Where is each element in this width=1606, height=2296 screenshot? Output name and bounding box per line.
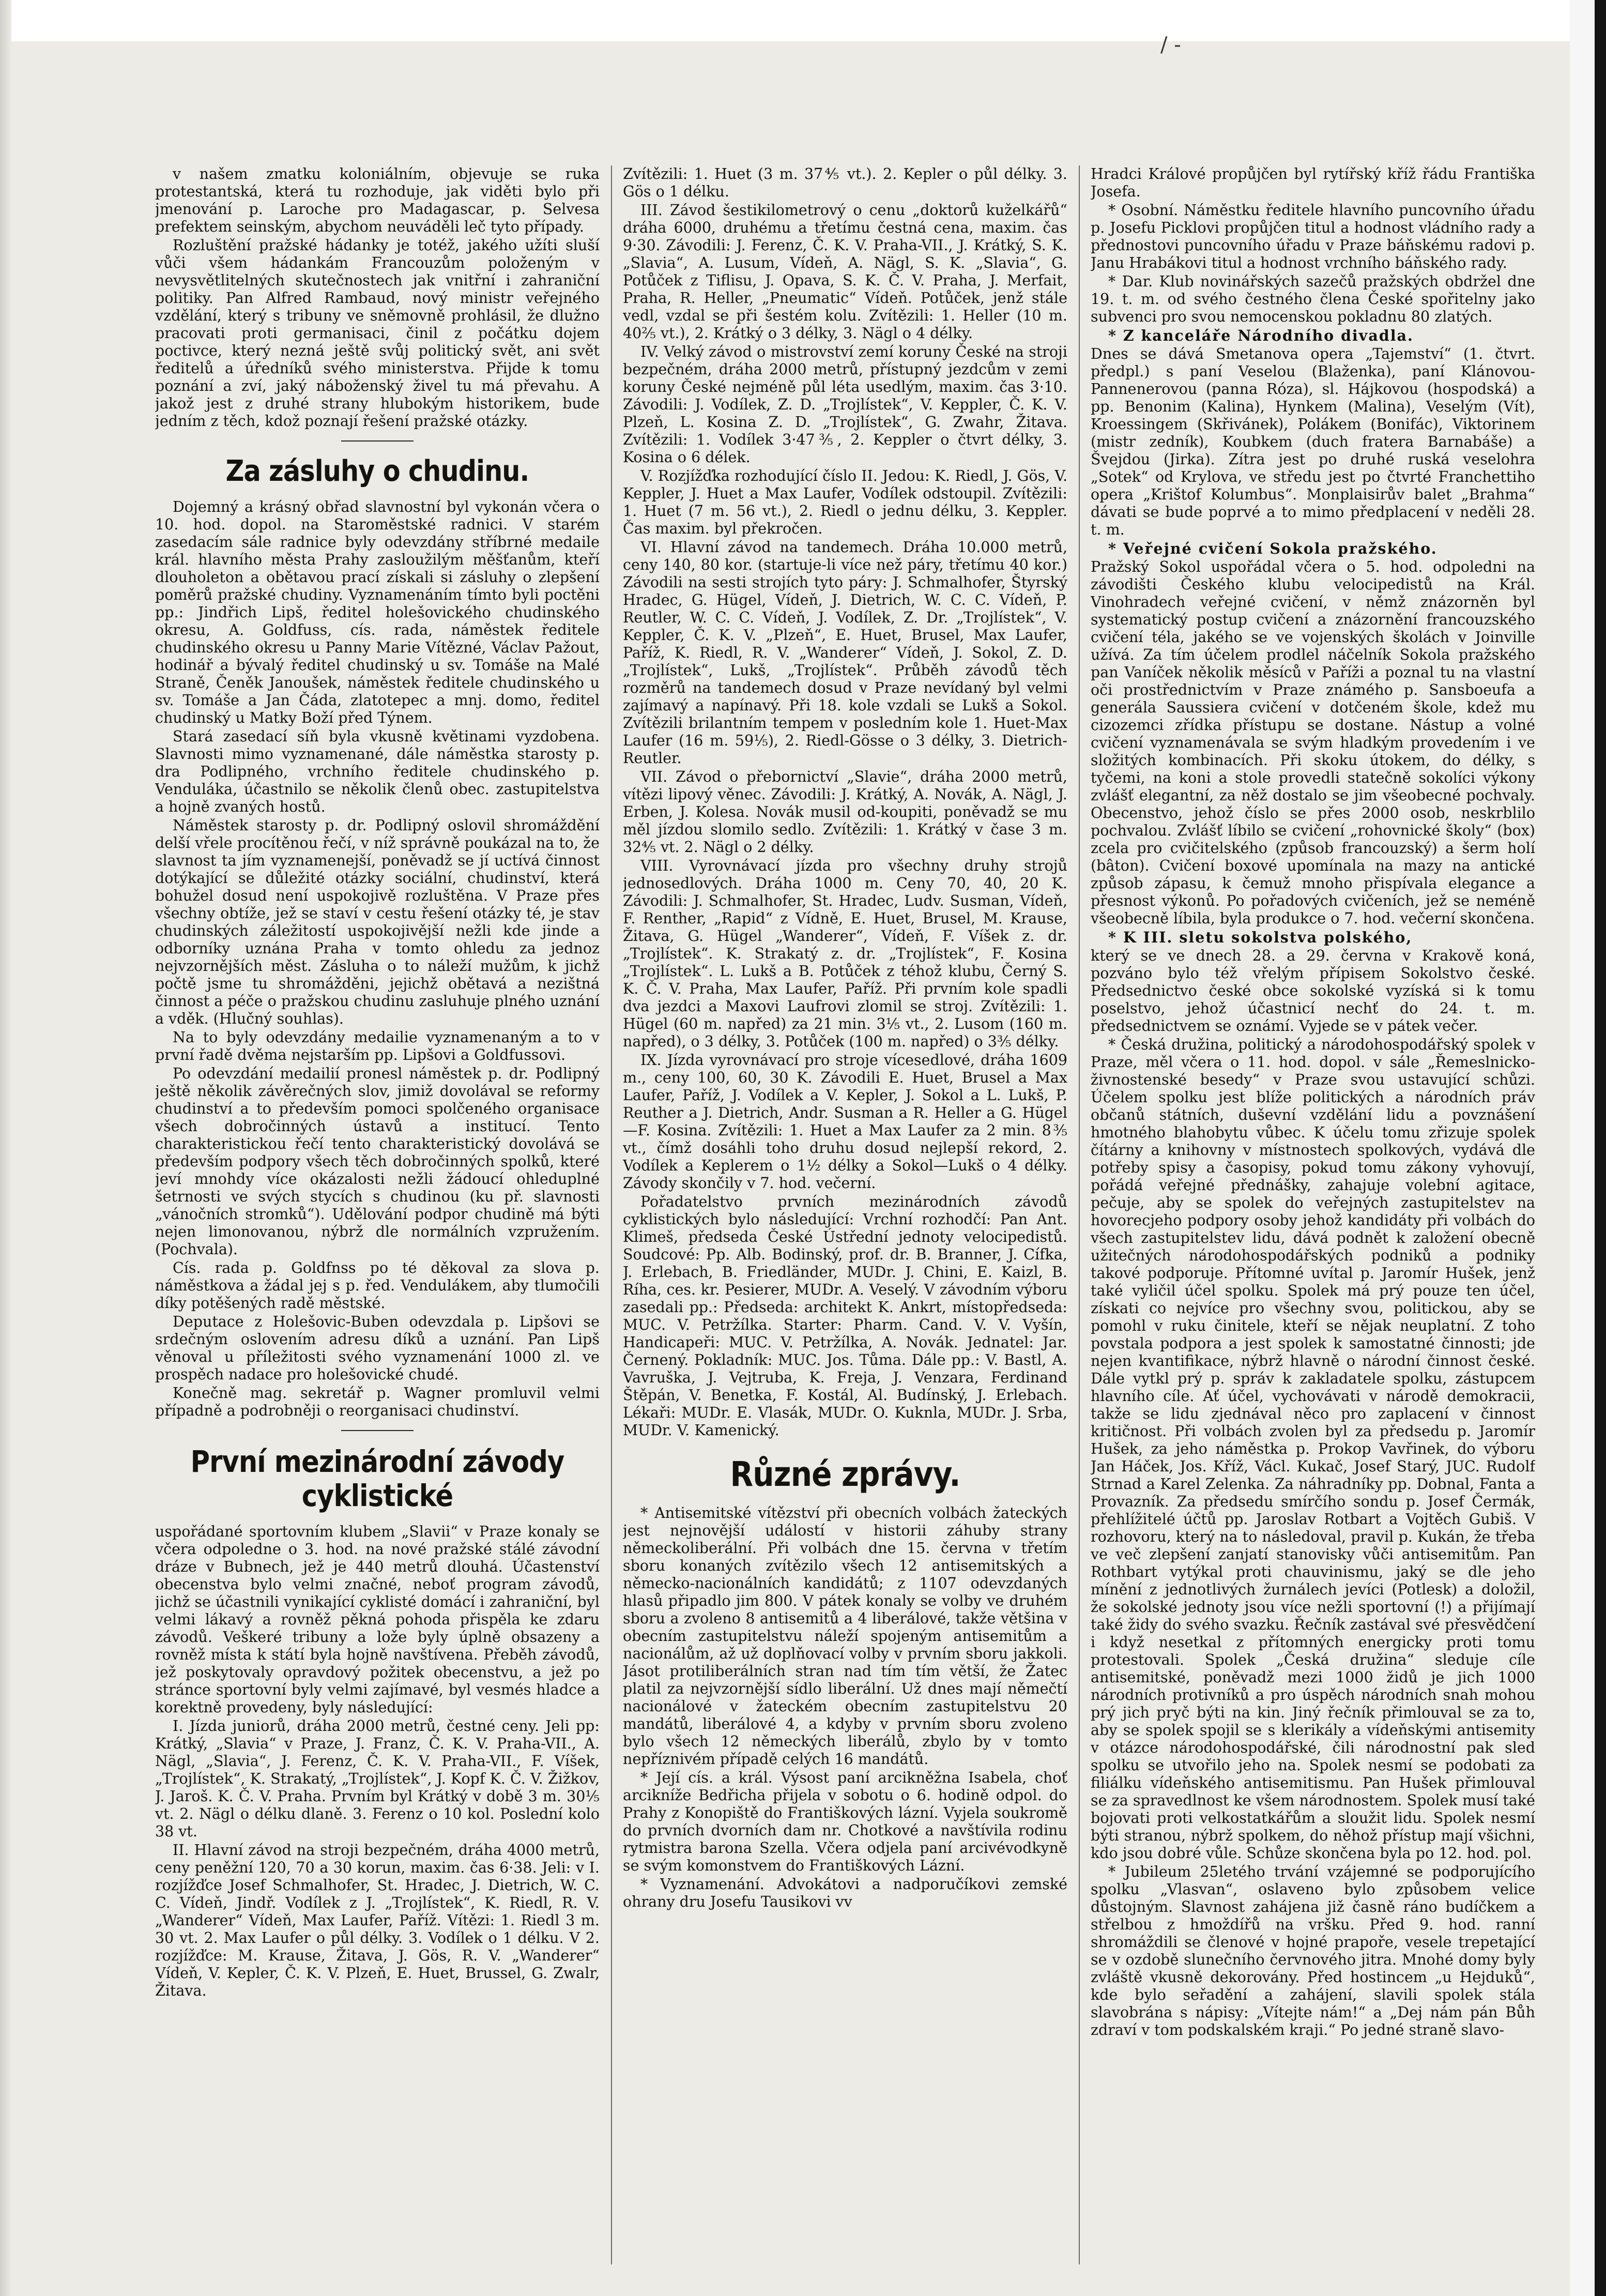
paragraph: * Dar. Klub novinářských sazečů pražských obdržel dne 19. t. m. od svého čestného člena České spořitelny jako subvenci pro svou nemocenskou pokladnu 80 zlatých.: [1091, 273, 1535, 325]
paragraph: VI. Hlavní závod na tandemech. Dráha 10.000 metrů, ceny 140, 80 kor. (startuje-li více než páry, třetímu 40 kor.) Závodili na sesti strojích tyto páry: J. Schmalhofer, Štyrský Hradec, G. Hügel, Vídeň, J. Dietrich, W. C. C. Vídeň, P. Reutler, W. C. C. Vídeň, J. Vodílek, Z. Dr. „Trojlístek“, V. Keppler, Č. K. V. „Plzeň“, E. Huet, Brusel, Max Laufer, Paříž, K. Riedl, R. V. „Wanderer“ Vídeň, J. Sokol, Z. D. „Trojlístek“, Lukš, „Trojlístek“. Průběh závodů těch rozměrů na tandemech dosud v Praze nevídaný byl velmi zajímavý a napínavý. Při 18. kole vzdali se Lukš a Sokol. Zvítězili brilantním tempem v posledním kole 1. Huet-Max Laufer (16 m. 59⅕), 2. Riedl-Gösse o 3 délky, 3. Dietrich-Reutler.: [623, 539, 1067, 767]
paragraph: IV. Velký závod o mistrovství zemí koruny České na stroji bezpečném, dráha 2000 metrů, přístupný jezdcům v zemi koruny České nejméně půl léta usedlým, maxim. čas 3·10. Závodili: J. Vodílek, Z. D. „Trojlístek“, V. Keppler, Č. K. V. Plzeň, L. Kosina Z. D. „Trojlístek“, G. Zwahr, Žitava. Zvítězili: 1. Vodílek 3·47⅗, 2. Keppler o čtvrt délky, 3. Kosina o 6 délek.: [623, 343, 1067, 466]
paragraph: Dojemný a krásný obřad slavnostní byl vykonán včera o 10. hod. dopol. na Staroměstské radnici. V starém zasedacím sále radnice byly odevzdány stříbrné medaile král. hlavního města Prahy zasloužilým měšťanům, kteří dlouholeton a obětavou prací získali si zásluhy o zlepšení poměrů pražské chudiny. Vyznamenáním tímto byli poctěni pp.: Jindřich Lipš, ředitel holešovického chudinského okresu, A. Goldfuss, cís. rada, náměstek ředitele chudinského okresu u Panny Marie Vítězné, Václav Pažout, hodinář a bývalý ředitel chudinský u sv. Tomáše na Malé Straně, Čeněk Janoušek, náměstek ředitele chudinského u sv. Tomáše a Jan Čáda, zlatotepec a mnj. domo, ředitel chudinský u Matky Boží před Týnem.: [155, 498, 600, 726]
paragraph: Pořadatelstvo prvních mezinárodních závodů cyklistických bylo následující: Vrchní rozhodčí: Pan Ant. Klimeš, předseda České Ústřední jednoty velocipedistů. Soudcové: Pp. Alb. Bodinský, prof. dr. B. Branner, J. Cífka, J. Erlebach, B. Friedländer, MUDr. J. Chini, E. Kaizl, B. Ríha, ces. kr. Pesierer, MUDr. A. Veselý. V závodním výboru zasedali pp.: Předseda: architekt K. Ankrt, místopředseda: MUC. V. Petržílka. Starter: Pharm. Cand. V. V. Vyšín, Handicapeři: MUC. V. Petržílka, A. Novák. Jednatel: Jar. Černený. Pokladník: MUC. Jos. Tůma. Dále pp.: V. Bastl, A. Vavruška, J. Vejtruba, K. Freja, J. Venzara, Ferdinand Štěpán, V. Benetka, F. Kostál, Al. Budínský, J. Erlebach. Lékaři: MUDr. E. Vlasák, MUDr. O. Kuknla, MUDr. J. Srba, MUDr. V. Kamenický.: [623, 1193, 1067, 1439]
article-cyklisticke-zavody: [155, 1523, 600, 2000]
article-chudina: [155, 498, 600, 1420]
column-left: [155, 165, 600, 2264]
paragraph: Cís. rada p. Goldfnss po té děkoval za slova p. náměstkova a žádal jej s p. řed. Vendulákem, aby tlumočili díky potěšených radě městské.: [155, 1259, 600, 1312]
paragraph: Hradci Králové propůjčen byl rytířský kříž řádu Františka Josefa.: [1091, 165, 1535, 200]
scan-margin-right: [1570, 0, 1595, 2296]
paragraph: Náměstek starosty p. dr. Podlipný oslovil shromáždění delší vřele procítěnou řečí, v níž správně poukázal na to, že slavnost ta jím vyznamenejší, poněvadž se jí uctívá činnost dotýkající se důležité otázky sociální, chudinství, která bohužel dosud není uspokojivě rozluštěna. V Praze přes všechny obtíže, jež se staví v cestu řešení otázky té, je stav chudinských záležitostí uspokojivější nežli kde jinde a odborníky uznána Praha v tomto ohledu za jednoz nejvzornějších měst. Zásluha o to náleží mužům, k jichž počtě jsme tu shromážděni, jejichž obětavá a nezištná činnost a péče o pražskou chudinu zasluhuje plného uznání a vděk. (Hlučný souhlas).: [155, 817, 600, 1027]
column-middle: [623, 165, 1067, 2264]
paragraph: * Osobní. Náměstku ředitele hlavního puncovního úřadu p. Josefu Picklovi propůjčen titul a hodnost vládního rady a přednostovi puncovního úřadu v Praze báňskému radovi p. Janu Hrabákovi titul a hodnost vrchního báňského rady.: [1091, 202, 1535, 271]
paragraph: Na to byly odevzdány medailie vyznamenaným a to v první řadě dvěma nejstarším pp. Lipšovi a Goldfussovi.: [155, 1029, 600, 1063]
section-heading-narodni-divadlo: * Z kanceláře Národního divadla.: [1108, 327, 1414, 344]
paragraph: VII. Závod o přebornictví „Slavie“, dráha 2000 metrů, vítězi lipový věnec. Závodili: J. Krátký, A. Novák, A. Nägl, J. Erben, J. Kolesa. Novák musil od-koupiti, poněvadž se mu měl jízdou slomilo sedlo. Zvítězili: 1. Krátký v čase 3 m. 32⅘ vt. 2. Nägl o 2 délky.: [623, 768, 1067, 856]
paragraph: uspořádané sportovním klubem „Slavii“ v Praze konaly se včera odpoledne o 3. hod. na nové pražské stálé závodní dráze v Bubnech, jež je 440 metrů dlouhá. Účastenství obecenstva bylo velmi značné, neboť program závodů, jichž se účastnili vynikající cyklisté domácí i zahraniční, byl velmi lákavý a rovněž pěkná pohoda přispěla ke zdaru závodů. Veškeré tribuny a lože byly úplně obsazeny a rovněž místa k státí byla hojně navštívena. Přeběh závodů, jež poskytovaly opravdový požitek obecenstvu, a jež po stránce sportovní byly velmi zajímavé, byl vesmés hladce a korektně provedeny, byly následující:: [155, 1523, 600, 1716]
paragraph: Rozluštění pražské hádanky je totéž, jakého užíti sluší vůči všem hádankám Francouzům položeným v nevysvětlitelných skutečnostech jak vnitřní i zahraniční politiky. Pan Alfred Rambaud, nový ministr veřejného vzdělání, který s tribuny ve sněmovně prohlásil, že dlužno pracovati proti germanisaci, činil z počátku dojem poctivce, který nezná ještě svůj politický svět, ani svět ředitelů a úředníků svého ministerstva. Přijde k tomu poznání a zví, jaký náboženský živel tu má převahu. A jakož jest z druhé strany hlubokým historikem, bude jedním z těch, kdož poznají řešení pražské otázky.: [155, 237, 600, 430]
paragraph: * Vyznamenání. Advokátovi a nadporučíkovi zemské ohrany dru Josefu Tausikovi vv: [623, 1876, 1067, 1910]
column-rule: [611, 165, 612, 2264]
paragraph: Deputace z Holešovic-Buben odevzdala p. Lipšovi se srdečným oslovením adresu díků a uznání. Pan Lipš věnoval u příležitosti svého vyznamenání 1000 zl. ve prospěch nadace pro holešovické chudé.: [155, 1313, 600, 1383]
scan-margin-top: [0, 0, 1606, 41]
paragraph: * Její cís. a král. Výsost paní arcikněžna Isabela, choť arcikníže Bedřicha přijela v sobotu o 6. hodině odpol. do Prahy z Konopiště do Františkových lázní. Vyjela soukromě do prvních dvorních dam nr. Chotkové a navštívila rodinu rytmistra barona Szella. Včera odjela paní arcivévodkyně se svým komonstvem do Františkových Lázní.: [623, 1769, 1067, 1874]
scan-edge-right: [1595, 0, 1606, 2296]
paragraph: Pražský Sokol uspořádal včera o 5. hod. odpoledni na závodišti Českého klubu velocipedistů na Král. Vinohradech veřejné cvičení, v němž znázorněn byl systematický postup cvičení a znázornění francouzského cvičení téla, jakého se ve vojenských školách v Joinville užívá. Za tím účelem prodlel náčelník Sokola pražského pan Vaníček několik měsíců v Paříži a poznal tu na vlastní oči prostřednictvím v Praze známého p. Sansboeufa a generála Saussiera cvičení v dotčeném škole, kdež mu cizozemci zřídka přístupu se dostane. Nástup a volné cvičení vyznamenávala se svým hladkým provedením i ve složitých kombinacích. Při skoku útokem, do délky, s tyčemi, na koni a stole provedli statečně sokolíci výkony zvlášť elegantní, za něž dostalo se jim všeobecné pochvaly. Obecenstvo, jehož číslo se přes 2000 osob, neskrblilo pochvalou. Zvlášť líbilo se cvičení „rohovnické školy“ (box) zcela pro cvičitelského (způsob francouzský) a šerm holí (bâton). Cvičení boxové upomínala na mazy na antické způsob zápasu, k čemuž mnoho přispívala elegance a přesnost výkonů. Po pořadových cvičeních, jež se neméně všeobecně líbila, byla produkce o 7. hod. večerní skončena.: [1091, 558, 1535, 927]
newspaper-page: [155, 165, 1535, 2264]
section-heading-slet: * K III. sletu sokolstva polského,: [1108, 929, 1413, 946]
column-rule: [1079, 165, 1080, 2264]
paragraph: III. Závod šestikilometrový o cenu „doktorů kuželkářů“ dráha 6000, druhému a třetímu čestná cena, maxim. čas 9·30. Závodili: J. Ferenz, Č. K. V. Praha-VII., J. Krátký, S. K. „Slavia“, A. Lusum, Vídeň, A. Nägl, S. K. „Slavia“, G. Potůček z Tiflisu, J. Opava, S. K. Č. V. Praha, J. Merfait, Praha, R. Heller, „Pneumatic“ Vídeň. Potůček, jenž stále vedl, vzdal se při šestém kolu. Zvítězili: 1. Heller (10 m. 40⅖ vt.), 2. Krátký o 3 délky, 3. Nägl o 4 délky.: [623, 202, 1067, 342]
separator-rule: [341, 440, 414, 442]
headline-ruzne-zpravy: Různé zprávy.: [730, 1454, 960, 1494]
paragraph: Stará zasedací síň byla vkusně květinami vyzdobena. Slavnosti mimo vyznamenané, dále náměstka starosty p. dra Podlipného, vrchního ředitele chudinského p. Venduláka, účastnilo se několik členů obec. zastupitelstva a hojně zvaných hostů.: [155, 728, 600, 815]
paragraph: v našem zmatku koloniálním, objevuje se ruka protestantská, která tu rozhoduje, jak viděti bylo při jmenování p. Laroche pro Madagascar, p. Selvesa prefektem seinským, abychom neuváděli leč tyto případy.: [155, 165, 600, 235]
scan-pencil-mark: / -: [1160, 33, 1181, 57]
paragraph: IX. Jízda vyrovnávací pro stroje vícesedlové, dráha 1609 m., ceny 100, 60, 30 K. Závodili E. Huet, Brusel a Max Laufer, Paříž, J. Vodílek a V. Kepler, J. Sokol a L. Lukš, P. Reuther a J. Dietrich, Andr. Susman a R. Heller a G. Hügel—F. Kosina. Zvítězili: 1. Huet a Max Laufer za 2 min. 8⅗ vt., čímž dosáhli toho druhu dosud nejlepší rekord, 2. Vodílek a Keplerem o 1½ délky a Sokol—Lukš o 4 délky. Závody skončily v 7. hod. večerní.: [623, 1052, 1067, 1192]
paragraph: * Česká družina, politický a národohospodářský spolek v Praze, měl včera o 11. hod. dopol. v sále „Řemeslnicko-živnostenské besedy“ v Praze svou ustavující schůzi. Účelem spolku jest blíže politických a národních práv občanů státních, duševní vzdělání lidu a povznášení hmotného blahobytu vůbec. K účelu tomu zřizuje spolek čítárny a knihovny v místnostech spolkových, vydává dle potřeby spisy a časopisy, pokud tomu zákony vyhovují, pořádá veřejné přednášky, zahajuje volební agitace, pečuje, aby se spolek do veřejných zastupitelstev na hovorecjeho podpory osoby jehož kandidáty při volbách do všech zastupitelstev lidu, dává podnět k založení obecně užitečných národohospodářských podniků a podniky takové podporuje. Přítomné uvítal p. Jaromír Hušek, jenž také vyličil účel spolku. Spolek má prý pouze ten účel, získati co nejvíce pro všechny svou, politickou, aby se pomohl v ruku činitele, kteří se nějak neuplatní. Z toho povstala podpora a jest spolek k samostatné činnosti; jde nejen kvantifikace, nýbrž hlavně o národní činnost české. Dále vytkl prý p. správ k zakladatele spolku, zástupcem hlavního cíle. Ať účel, vychovávati v národě demokracii, takže se lidu zjednával něco pro zaplacení v činnost kritičnost. Při volbách zvolen byl za předsedu p. Jaromír Hušek, za jeho náměstka p. Prokop Vavřinek, do výboru Jan Háček, Jos. Kříž, Václ. Kukač, Josef Starý, JUC. Rudolf Strnad a Karel Zelenka. Za náhradníky pp. Dobnal, Fanta a Provazník. Za předsedu smírčího sondu p. Josef Čermák, přehlížitelé účtů pp. Jaroslav Rotbart a Vojtěch Gubiš. V rozhovoru, který na to následoval, pravil p. Kukán, že třeba ve več zlepšení zanjatí stanovisky vůči antisemitům. Pan Rothbart vytýkal proti chauvinismu, jaký se dle jeho mínění z jednotlivých žurnálech jevíci (Potlesk) a doložil, že sokolské jednoty jsou více nežli sportovní (!) a přijímají také židy do svého svazku. Řečník zastával své přesvědčení i když nesetkal z přítomných energicky proti tomu protestovali. Spolek „Česká družina“ sleduje cíle antisemitské, poněvadž mezi 1000 židů je jich 1000 národních protivníků a pro úspěch národních snah mohou prý jich pryč býti na kin. Jiný řečník přimlouval se za to, aby se spolek spojil se s klerikály a vídeňskými antisemity v otázce národohospodářské, čili národnostní pak sled spolku se utvořilo jeho na. Spolek nesmí se podobati za filiálku vídeňského antisemitismu. Pan Hušek přimlouval se za spravedlnost ke všem národnostem. Spolek musí také bojovati proti velkostatkářům a sloužit lidu. Spolek nesmí býti stranou, nýbrž spolkem, do něhož přístup mají všichni, kdo jsou dobré vůle. Schůze skončena byla po 12. hod. pol.: [1091, 1036, 1535, 1862]
column-right: [1091, 165, 1535, 2264]
paragraph: * Jubileum 25letého trvání vzájemné se podporujícího spolku „Vlasvan“, oslaveno bylo způsobem velice důstojným. Slavnost zahájena již časně ráno budíčkem a střelbou z hmoždířů na vršku. Před 9. hod. ranní shromáždili se členové v hojné prapoře, vesele trepetající se v ozdobě slunečního červnového jitra. Mnohé domy byly zvláště vkusně dekorovány. Před hostincem „u Hejduků“, kde bylo seřadění a zahájení, slavili spolek stála slavobrána s nápisy: „Vítejte nám!“ a „Dej nám pán Bůh zdraví v tom podskalském kraji.“ Po jedné straně slavo-: [1091, 1863, 1535, 2039]
article-ruzne-zpravy: [623, 1504, 1067, 1911]
headline-cyklisticke-zavody: První mezinárodní závody cyklistické: [190, 1444, 564, 1513]
paragraph: I. Jízda juniorů, dráha 2000 metrů, čestné ceny. Jeli pp: Krátký, „Slavia“ v Praze, J. Franz, Č. K. V. Praha-VII., A. Nägl, „Slavia“, J. Ferenz, Č. K. V. Praha-VII., F. Víšek, „Trojlístek“, K. Strakatý, „Trojlístek“, J. Kopf K. Č. V. Žižkov, J. Jaroš. K. Č. V. Praha. Prvním byl Krátký v době 3 m. 30⅕ vt. 2. Nägl o délku dlaně. 3. Ferenz o 10 kol. Poslední kolo 38 vt.: [155, 1717, 600, 1840]
paragraph: Konečně mag. sekretář p. Wagner promluvil velmi případně a podrobněji o reorganisaci chudinství.: [155, 1385, 600, 1419]
paragraph: VIII. Vyrovnávací jízda pro všechny druhy strojů jednosedlových. Dráha 1000 m. Ceny 70, 40, 20 K. Závodili: J. Schmalhofer, St. Hradec, Ludv. Susman, Vídeň, F. Renther, „Rapid“ z Vídně, E. Huet, Brusel, M. Krause, Žitava, G. Hügel „Wanderer“, Vídeň, F. Víšek z. dr. „Trojlístek“. K. Strakatý z. dr. „Trojlístek“, F. Kosina „Trojlístek“. L. Lukš a B. Potůček z téhož klubu, Černý S. K. Č. V. Praha, Max Laufer, Paříž. Při prvním kole spadli dva jezdci a Maxovi Laufrovi zlomil se stroj. Zvítězili: 1. Hügel (60 m. napřed) za 21 min. 3⅕ vt., 2. Lusom (160 m. napřed), o 3 délky, 3. Potůček (100 m. napřed) o 3⅗ délky.: [623, 857, 1067, 1050]
article-cyklisticke-zavody-continued: [623, 165, 1067, 1439]
paragraph: II. Hlavní závod na stroji bezpečném, dráha 4000 metrů, ceny peněžní 120, 70 a 30 korun, maxim. čas 6·38. Jeli: v I. rozjížďce Josef Schmalhofer, St. Hradec, J. Dietrich, W. C. C. Vídeň, Jindř. Vodílek z J. „Trojlístek“, K. Riedl, R. V. „Wanderer“ Vídeň, Max Laufer, Paříž. Vítězi: 1. Riedl 3 m. 30 vt. 2. Max Laufer o půl délky. 3. Vodílek o 1 délku. V 2. rozjížďce: M. Krause, Žitava, J. Gös, R. V. „Wanderer“ Vídeň, V. Kepler, Č. K. V. Plzeň, E. Huet, Brussel, G. Zwalr, Žitava.: [155, 1842, 600, 1999]
paragraph: V. Rozjížďka rozhodující číslo II. Jedou: K. Riedl, J. Gös, V. Keppler, J. Huet a Max Laufer, Vodílek odstoupil. Zvítězili: 1. Huet (7 m. 56 vt.), 2. Riedl o jednu délku, 3. Keppler. Čas maxim. byl překročen.: [623, 467, 1067, 537]
paragraph: Dnes se dává Smetanova opera „Tajemství“ (1. čtvrt. předpl.) s paní Veselou (Blaženka), paní Klánovou-Pannenerovou (panna Róza), sl. Hájkovou (hospodská) a pp. Benonim (Kalina), Hynkem (Malina), Veselým (Vít), Kroessingem (Skřivánek), Polákem (Bonifác), Viktorinem (mistr zedník), Koubkem (duch fratera Barnabáše) a Švejdou (Jirka). Zítra jest po druhé ruská veselohra „Sotek“ od Krylova, ve středu jest po čtvrté Franchettiho opera „Krištof Kolumbus“. Monplaisirův balet „Brahma“ dávati se bude poprvé a to mimo předplacení v neděli 28. t. m.: [1091, 345, 1535, 538]
scan-margin-left: [0, 0, 11, 2296]
paragraph: * Antisemitské vítězství při obecních volbách žateckých jest nejnovější událostí v historii záhuby strany německoliberální. Při volbách dne 15. června v třetím sboru konaných zvítězilo všech 12 antisemitských a německo-nacionálních kandidátů; z 1107 odevzdaných hlasů připadlo jim 800. V pátek konaly se volby ve druhém sboru a zvoleno 8 antisemitů a 4 liberálové, takže většina v obecním zastupitelstvu náleží spojeným antisemitům a nacionálům, až už doplňovací volby v prvním sboru jakkoli. Jásot protiliberálních stran nad tím tím větší, že Žatec platil za nejvzornější sídlo liberální. Už dnes mají němečtí nacionálové v žateckém obecním zastupitelstvu 20 mandátů, liberálové 4, a kdyby v prvním sboru zvoleno bylo všech 12 německých liberálů, zbylo by v tomto nepříznivém případě celých 16 mandátů.: [623, 1504, 1067, 1768]
headline-chudina: Za zásluhy o chudinu.: [225, 454, 529, 488]
separator-rule: [341, 1430, 414, 1431]
article-continuation: [155, 165, 600, 430]
paragraph: Zvítězili: 1. Huet (3 m. 37⅘ vt.). 2. Kepler o půl délky. 3. Gös o 1 délku.: [623, 165, 1067, 200]
paragraph: který se ve dnech 28. a 29. června v Krakově koná, pozváno bylo též vřelým přípisem Sokolstvo české. Předsednictvo české obce sokolské vyzíská si k tomu poselstvo, jehož účastnicí nechť do 24. t. m. předsednictvem se oznámí. Vyjede se v pátek večer.: [1091, 947, 1535, 1035]
article-ruzne-zpravy-continued: [1091, 165, 1535, 326]
paragraph: Po odevzdání medailií pronesl náměstek p. dr. Podlipný ještě několik závěrečných slov, jimiž dovolával se reformy chudinství a to především pomoci spolčeného organisace všech dobročinných ústavů a institucí. Tento charakteristickou řečí tento charakteristický dovolává se především podpory všech těch dobročinných spolků, které jeví mnohdy více okázalosti nežli žádoucí ohleduplné šetrnosti ve svých stycích s chudinou (ku př. slavnosti „vánočních stromků“). Udělování podpor chudině má býti nejen limonovanou, nýbrž dle normálních vzpružením. (Pochvala).: [155, 1065, 600, 1258]
section-heading-sokol: * Veřejné cvičení Sokola pražského.: [1108, 540, 1437, 557]
